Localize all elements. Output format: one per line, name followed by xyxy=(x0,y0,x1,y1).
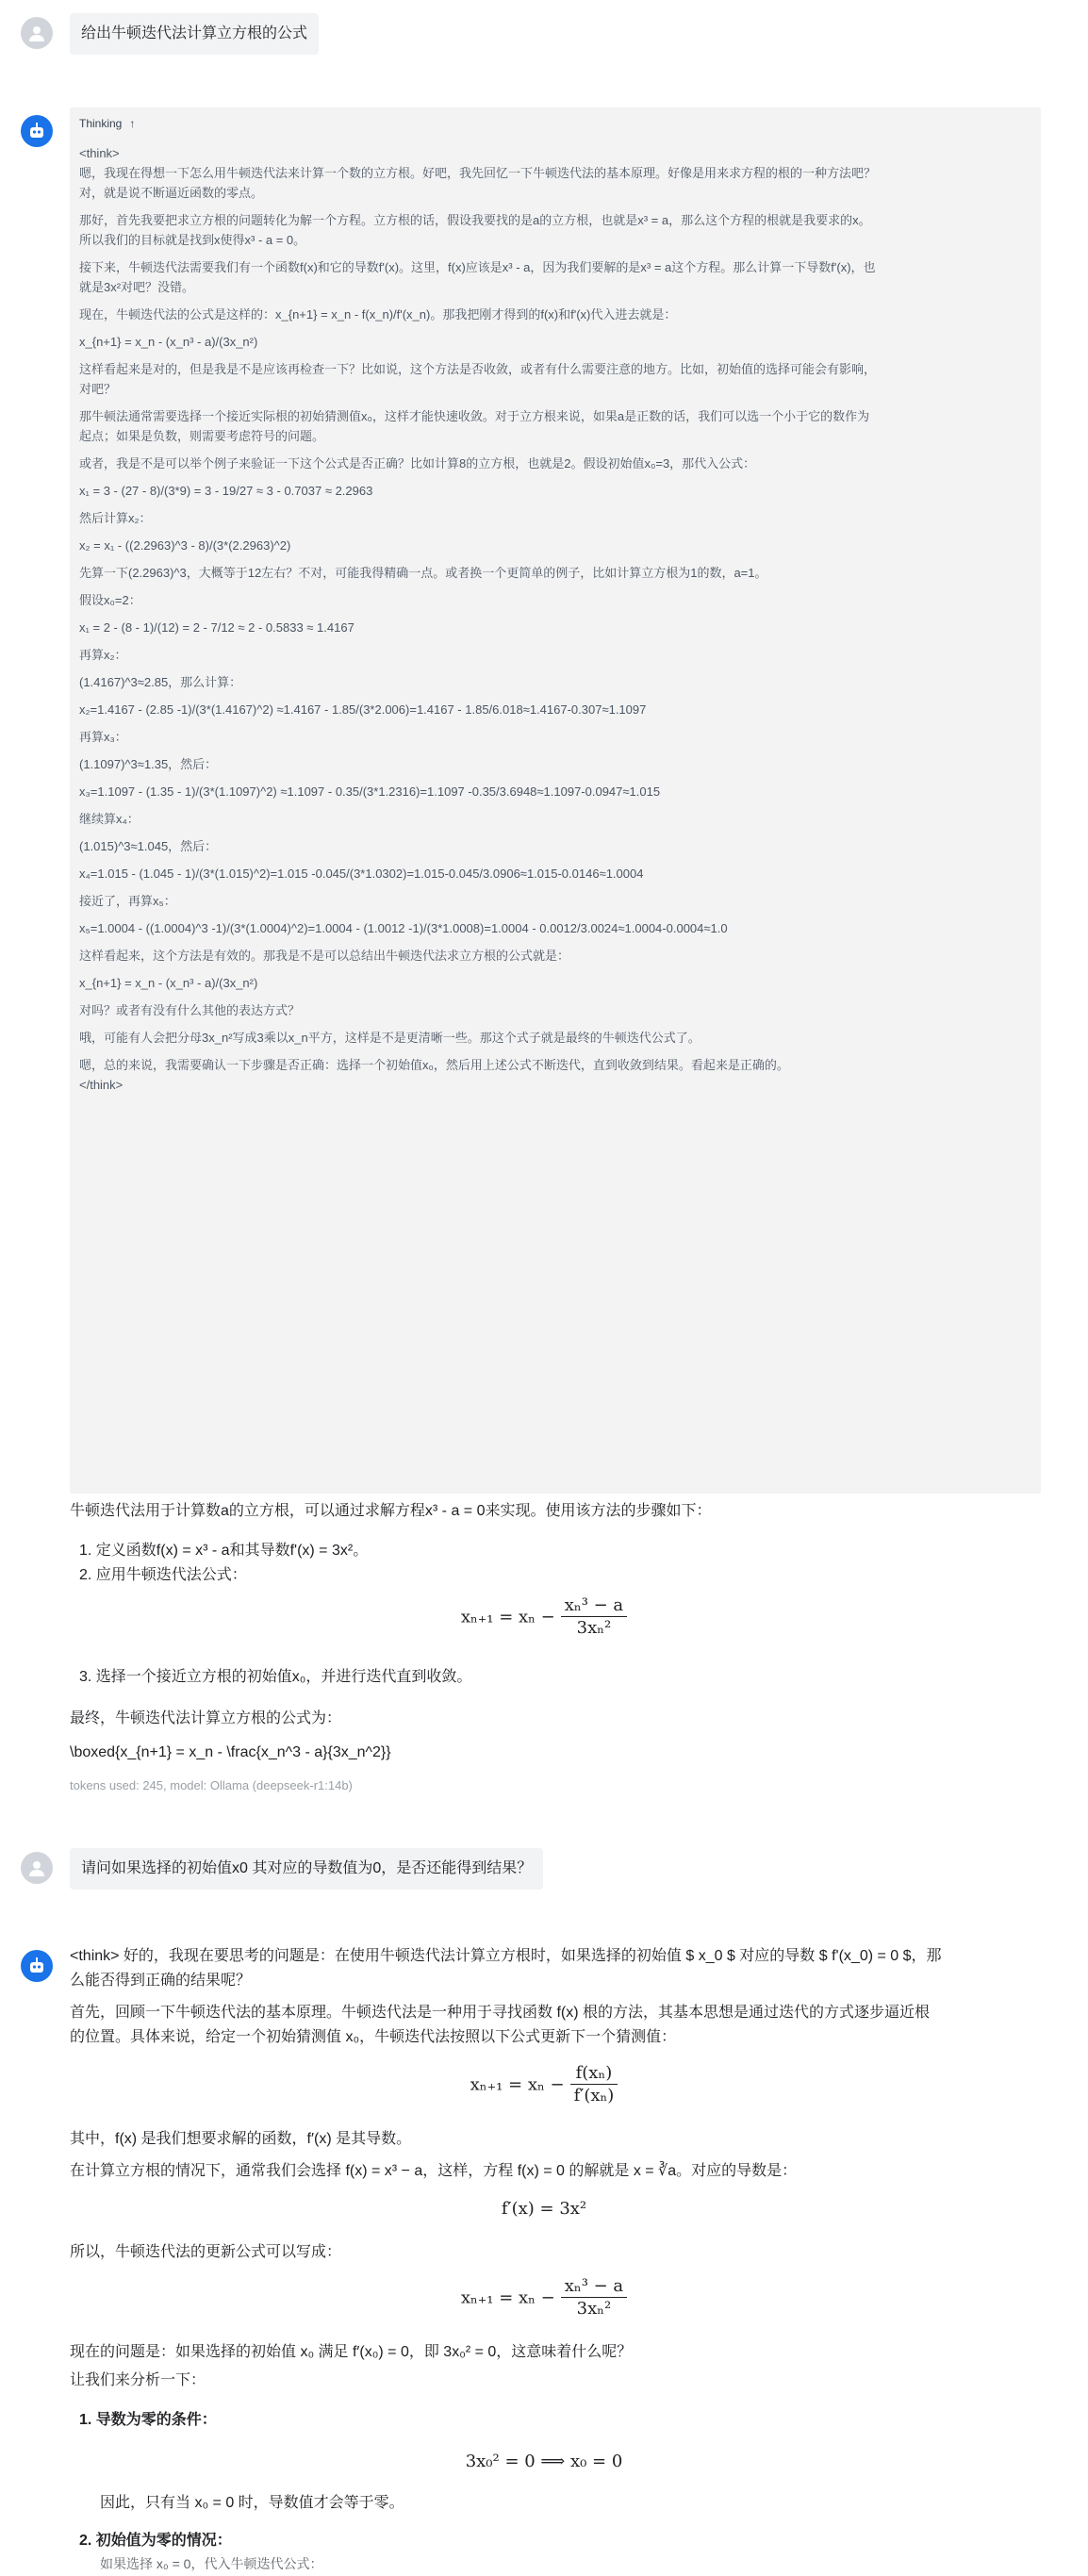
thinking-line: (1.1097)^3≈1.35，然后： xyxy=(79,757,218,771)
assistant-avatar xyxy=(21,115,53,147)
thinking-header[interactable] xyxy=(79,117,135,130)
thinking-line: 接下来，牛顿迭代法需要我们有一个函数f(x)和它的导数f'(x)。这里，f(x)应该是x³ - a，因为我们要解的是x³ = a这个方程。那么计算一下导数f'(x)，也 xyxy=(79,260,876,274)
newton-cube-formula: xₙ₊₁ = xₙ − $\frac{\text{xₙ³ − a}}{\text{3xₙ²}}$ xyxy=(0,2276,1088,2320)
thinking-line: x₁ = 2 - (8 - 1)/(12) = 2 - 7/12 ≈ 2 - 0.5833 ≈ 1.4167 xyxy=(79,620,354,635)
thinking-panel xyxy=(70,107,1041,1494)
thinking-line: (1.015)^3≈1.045，然后： xyxy=(79,839,218,853)
answer-text: 首先，回顾一下牛顿迭代法的基本原理。牛顿迭代法是一种用于寻找函数 f(x) 根的方法，其基本思想是通过迭代的方式逐步逼近根 xyxy=(70,2005,930,2021)
thinking-line: 接近了，再算x₅： xyxy=(79,894,176,908)
thinking-line: 嗯，总的来说，我需要确认一下步骤是否正确：选择一个初始值x₀，然后用上述公式不断迭代，直到收敛到结果。看起来是正确的。 xyxy=(79,1058,789,1072)
user-icon xyxy=(27,1858,46,1877)
answer-text: 现在的问题是：如果选择的初始值 x₀ 满足 f′(x₀) = 0，即 3x₀² = 0，这意味着什么呢？ xyxy=(70,2344,633,2360)
zero-derivative-formula: 3x₀² = 0 ⟹ x₀ = 0 xyxy=(465,2452,623,2471)
final-label: 最终，牛顿迭代法计算立方根的公式为： xyxy=(70,1710,342,1726)
step-item: 1. 定义函数f(x) = x³ - a和其导数f'(x) = 3x²。 xyxy=(79,1543,369,1559)
step-item: 2. 应用牛顿迭代法公式： xyxy=(79,1567,247,1583)
thinking-line: 再算x₂： xyxy=(79,648,127,662)
thinking-line: 这样看起来，这个方法是有效的。那我是不是可以总结出牛顿迭代法求立方根的公式就是： xyxy=(79,949,570,963)
user-icon xyxy=(27,24,46,42)
analysis-item-title: 2. 初始值为零的情况： xyxy=(79,2533,232,2549)
boxed-formula: \boxed{x_{n+1} = x_n - \frac{x_n^3 - a}{3x_n^2}} xyxy=(70,1744,391,1760)
thinking-line: x_{n+1} = x_n - (x_n³ - a)/(3x_n²) xyxy=(79,976,258,990)
user-avatar xyxy=(21,17,53,49)
thinking-line: x₂ = x₁ - ((2.2963)^3 - 8)/(3*(2.2963)^2) xyxy=(79,538,291,553)
thinking-line: x₅=1.0004 - ((1.0004)^3 -1)/(3*(1.0004)^2)=1.0004 - (1.0012 -1)/(3*1.0008)=1.0004 - 0.0012/3.0024≈1.0004-0.0004≈1.0 xyxy=(79,921,728,935)
thinking-line: 继续算x₄： xyxy=(79,812,140,826)
answer-text: 所以，牛顿迭代法的更新公式可以写成： xyxy=(70,2244,342,2260)
token-meta: tokens used: 245, model: Ollama (deepseek-r1:14b) xyxy=(70,1778,353,1792)
newton-formula: xₙ₊₁ = xₙ − $\frac{\text{xₙ³ − a}}{\text{3xₙ²}}$ xyxy=(0,1595,1088,1640)
thinking-line: x₃=1.1097 - (1.35 - 1)/(3*(1.1097)^2) ≈1.1097 - 0.35/(3*1.2316)=1.1097 -0.35/3.6948≈1.1097-0.0947≈1.015 xyxy=(79,784,661,799)
thinking-line: x₂=1.4167 - (2.85 -1)/(3*(1.4167)^2) ≈1.4167 - 1.85/(3*2.006)=1.4167 - 1.85/6.018≈1.4167-0.307≈1.1097 xyxy=(79,702,647,717)
thinking-line: 先算一下(2.2963)^3，大概等于12左右？不对，可能我得精确一点。或者换一个更简单的例子，比如计算立方根为1的数，a=1。 xyxy=(79,566,767,580)
analysis-item-title: 1. 导数为零的条件： xyxy=(79,2412,217,2428)
thinking-line: 那好，首先我要把求立方根的问题转化为解一个方程。立方根的话，假设我要找的是a的立方根，也就是x³ = a，那么这个方程的根就是我要求的x。 xyxy=(79,213,871,227)
thinking-line: </think> xyxy=(79,1078,124,1092)
thinking-line: 或者，我是不是可以举个例子来验证一下这个公式是否正确？比如计算8的立方根，也就是2。假设初始值x₀=3，那代入公式： xyxy=(79,456,756,471)
thinking-line: 对吗？或者有没有什么其他的表达方式？ xyxy=(79,1003,301,1017)
thinking-line: 嗯，我现在得想一下怎么用牛顿迭代法来计算一个数的立方根。好吧，我先回忆一下牛顿迭代法的基本原理。好像是用来求方程的根的一种方法吧？ xyxy=(79,166,877,180)
answer-text: 的位置。具体来说，给定一个初始猜测值 x₀，牛顿迭代法按照以下公式更新下一个猜测值： xyxy=(70,2029,677,2045)
thinking-line: x_{n+1} = x_n - (x_n³ - a)/(3x_n²) xyxy=(79,335,258,349)
derivative-formula: f′(x) = 3x² xyxy=(501,2199,587,2219)
user-question: 给出牛顿迭代法计算立方根的公式 xyxy=(70,13,319,55)
thinking-line: 起点；如果是负数，则需要考虑符号的问题。 xyxy=(79,429,325,443)
thinking-line: 那牛顿法通常需要选择一个接近实际根的初始猜测值x₀，这样才能快速收敛。对于立方根来说，如果a是正数的话，我们可以选一个小于它的数作为 xyxy=(79,409,870,423)
collapse-arrow-icon[interactable]: ↑ xyxy=(129,117,136,130)
thinking-line: x₄=1.015 - (1.045 - 1)/(3*(1.015)^2)=1.015 -0.045/(3*1.0302)=1.015-0.045/3.0906≈1.015-0.0146≈1.0004 xyxy=(79,867,644,881)
newton-general-formula: xₙ₊₁ = xₙ − $\frac{\text{f(xₙ)}}{\text{f′(xₙ)}}$ xyxy=(0,2063,1088,2107)
answer-text: 么能否得到正确的结果呢？ xyxy=(70,1973,252,1989)
robot-icon xyxy=(26,1956,47,1976)
thinking-label: Thinking xyxy=(79,117,123,130)
thinking-line: x₁ = 3 - (27 - 8)/(3*9) = 3 - 19/27 ≈ 3 - 0.7037 ≈ 2.2963 xyxy=(79,484,373,498)
analysis-item-text: 如果选择 x₀ = 0，代入牛顿迭代公式： xyxy=(100,2556,323,2571)
thinking-line: <think> xyxy=(79,146,120,160)
thinking-line: 哦，可能有人会把分母3x_n²写成3乘以x_n平方，这样是不是更清晰一些。那这个式子就是最终的牛顿迭代公式了。 xyxy=(79,1031,701,1045)
answer-intro: 牛顿迭代法用于计算数a的立方根，可以通过求解方程x³ - a = 0来实现。使用该方法的步骤如下： xyxy=(70,1503,712,1519)
thinking-line: 对吧？ xyxy=(79,382,117,396)
thinking-line: 所以我们的目标就是找到x使得x³ - a = 0。 xyxy=(79,233,306,247)
step-item: 3. 选择一个接近立方根的初始值x₀，并进行迭代直到收敛。 xyxy=(79,1669,472,1685)
answer-text: 在计算立方根的情况下，通常我们会选择 f(x) = x³ − a，这样，方程 f(x) = 0 的解就是 x = ∛a。对应的导数是： xyxy=(70,2163,798,2179)
thinking-line: 就是3x²对吧？没错。 xyxy=(79,280,195,294)
thinking-line: (1.4167)^3≈2.85，那么计算： xyxy=(79,675,242,689)
robot-icon xyxy=(26,121,47,141)
assistant-avatar xyxy=(21,1950,53,1982)
thinking-line: 假设x₀=2： xyxy=(79,593,141,607)
answer-text: <think> 好的，我现在要思考的问题是：在使用牛顿迭代法计算立方根时，如果选择的初始值 $ x_0 $ 对应的导数 $ f'(x_0) = 0 $，那 xyxy=(70,1948,942,1964)
answer-text: 其中，f(x) 是我们想要求解的函数，f′(x) 是其导数。 xyxy=(70,2131,412,2147)
user-avatar xyxy=(21,1852,53,1884)
thinking-line: 然后计算x₂： xyxy=(79,511,152,525)
answer-text: 让我们来分析一下： xyxy=(70,2372,206,2388)
analysis-item-text: 因此，只有当 x₀ = 0 时，导数值才会等于零。 xyxy=(100,2495,404,2511)
thinking-line: 再算x₃： xyxy=(79,730,127,744)
user-question: 请问如果选择的初始值x0 其对应的导数值为0，是否还能得到结果？ xyxy=(70,1848,543,1890)
thinking-line: 现在，牛顿迭代法的公式是这样的：x_{n+1} = x_n - f(x_n)/f'(x_n)。那我把刚才得到的f(x)和f'(x)代入进去就是： xyxy=(79,307,677,322)
thinking-line: 这样看起来是对的，但是我是不是应该再检查一下？比如说，这个方法是否收敛，或者有什么需要注意的地方。比如，初始值的选择可能会有影响， xyxy=(79,362,877,376)
thinking-line: 对，就是说不断逼近函数的零点。 xyxy=(79,186,264,200)
